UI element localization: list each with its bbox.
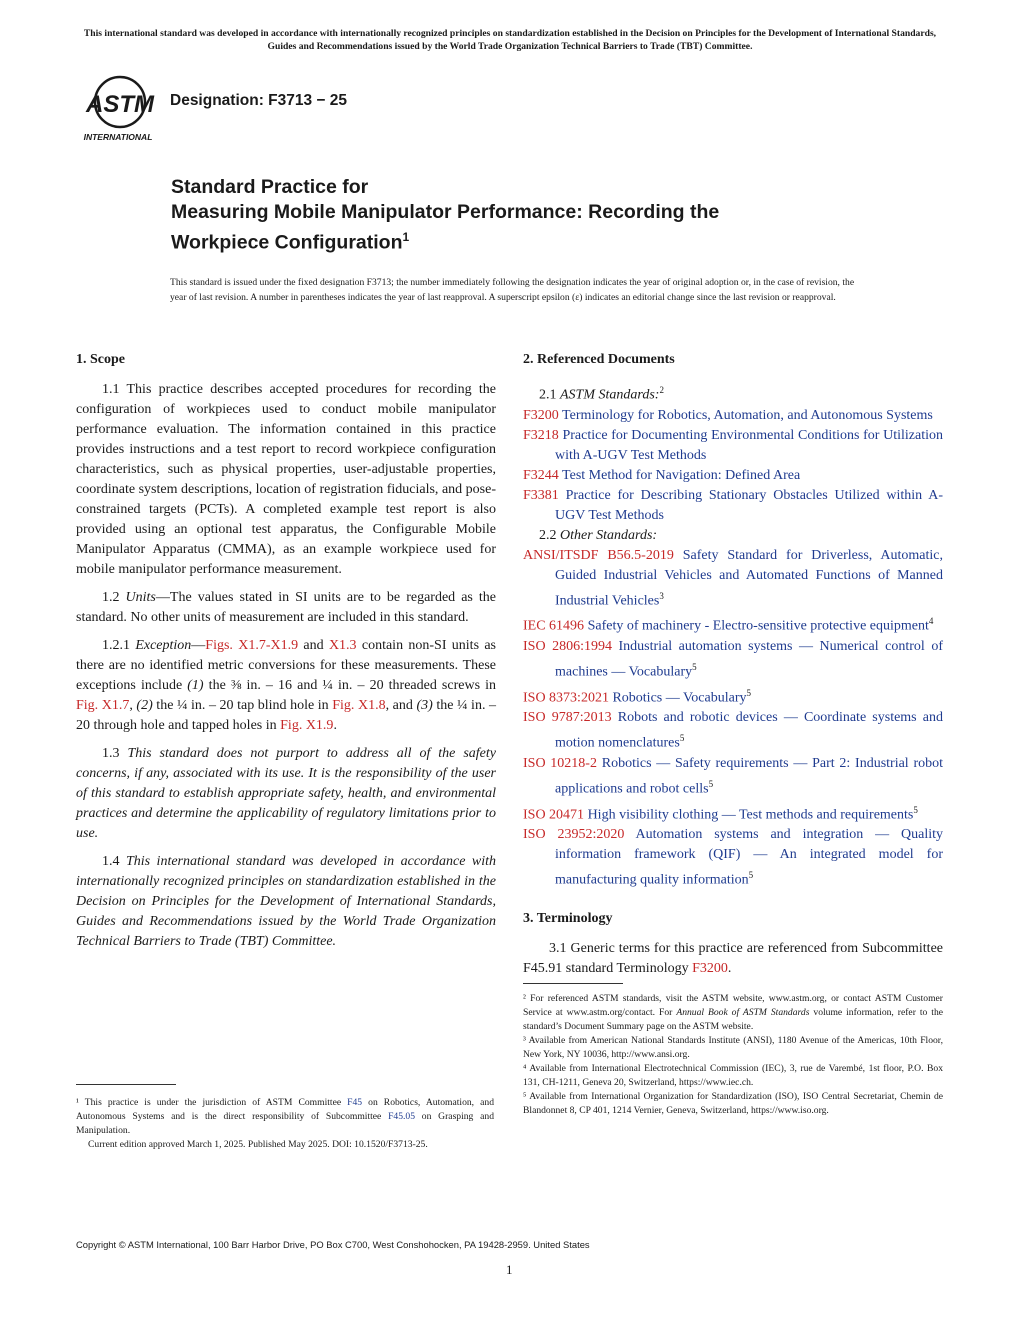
reference-code-link[interactable]: F3200 (523, 407, 559, 423)
reference-code-link[interactable]: ANSI/ITSDF B56.5-2019 (523, 547, 674, 563)
section-heading-scope: 1. Scope (76, 352, 125, 367)
link-fig-x1-9[interactable]: Fig. X1.9 (280, 718, 334, 733)
logo-letters: ASTM (86, 91, 154, 118)
paragraph-1-4: 1.4 This international standard was developed in accordance with internationally recognized principles on standardization established in the Decision on Principles for the Development of International Standards, Guides and Recommendations issued by the World Trade Organization Technical Barriers to Trade (TBT) Committee. (76, 854, 497, 949)
issue-note: This standard is issued under the fixed designation F3713; the number immediately following the designation indicates the year of original adoption or, in the case of revision, the year of last revision. A number in parentheses indicates the year of last reapproval. A superscript epsilon (ε) indicates an editorial change since the last revision or reapproval. (170, 277, 855, 303)
reference-title-link[interactable]: Industrial automation systems — Numerical control of machines — Vocabulary (555, 638, 943, 680)
title-line-3: Workpiece Configuration$^1$ (171, 230, 410, 254)
reference-footnote-ref[interactable]: 5 (748, 870, 754, 881)
reference-title-link[interactable]: Practice for Describing Stationary Obstacles Utilized within A-UGV Test Methods (555, 487, 943, 523)
reference-code-link[interactable]: ISO 20471 (523, 807, 585, 823)
reference-footnote-ref[interactable]: 5 (708, 778, 714, 789)
left-column (76, 350, 496, 960)
reference-title-link[interactable]: Automation systems and integration — Quality information framework (QIF) — An integrated model for manufacturing quality information (555, 827, 943, 888)
footnote-3: ³ Available from American National Standards Institute (ANSI), 1180 Avenue of the Americas, 10th Floor, New York, NY 10036, http://www.ansi.org. (523, 1035, 943, 1060)
footnote-4: ⁴ Available from International Electrotechnical Commission (IEC), 3, rue de Varembé, 1st floor, P.O. Box 131, CH-1211, Geneva 20, Switzerland, https://www.iec.ch. (523, 1063, 943, 1088)
reference-title-link[interactable]: Robotics — Safety requirements — Part 2: Industrial robot applications and robot cells (555, 755, 943, 797)
logo-subtitle: INTERNATIONAL (83, 132, 153, 142)
subsection-astm-standards: 2.1 ASTM Standards:$^2$ (539, 385, 664, 403)
reference-code-link[interactable]: ISO 9787:2013 (523, 710, 612, 726)
reference-title-link[interactable]: Practice for Documenting Environmental Conditions for Utilization with A-UGV Test Methods (555, 427, 943, 463)
reference-code-link[interactable]: ISO 2806:1994 (523, 638, 612, 654)
reference-title-link[interactable]: Terminology for Robotics, Automation, and Autonomous Systems (558, 407, 933, 423)
other-standards-list (523, 546, 943, 891)
reference-item (523, 486, 943, 526)
reference-title-link[interactable]: Safety Standard for Driverless, Automatic, Guided Industrial Vehicles and Automated Functions of Manned Industrial Vehicles (555, 547, 943, 609)
reference-footnote-ref[interactable]: 5 (746, 687, 751, 698)
top-notice: This international standard was developed in accordance with internationally recognized principles on standardization established in the Decision on Principles for the Development of International Standards, Guides and Recommendations issued by the World Trade Organization Technical Barriers to Trade (TBT) Committee. (83, 28, 937, 52)
right-column (523, 350, 943, 987)
designation: Designation: F3713 − 25 (170, 92, 348, 109)
reference-item (523, 800, 943, 826)
link-x1-3[interactable]: X1.3 (328, 638, 357, 653)
reference-footnote-ref[interactable]: 4 (928, 616, 934, 627)
footnotes-right (523, 992, 943, 1118)
reference-item (523, 637, 943, 683)
reference-item (523, 466, 943, 486)
reference-item (523, 754, 943, 800)
reference-title-link[interactable]: Test Method for Navigation: Defined Area (558, 467, 801, 483)
astm-logo-icon (78, 74, 158, 144)
paragraph-1-2: 1.2 Units—The values stated in SI units are to be regarded as the standard. No other units of measurement are included in this standard. (76, 590, 496, 625)
reference-title-link[interactable]: High visibility clothing — Test methods and requirements (584, 807, 914, 823)
link-figs-x1-7-x1-9[interactable]: Figs. X1.7-X1.9 (205, 638, 299, 653)
reference-item (523, 708, 943, 754)
reference-item (523, 825, 943, 891)
reference-item (523, 406, 943, 426)
reference-footnote-ref[interactable]: 5 (679, 733, 685, 744)
subsection-other-standards: 2.2 Other Standards: (539, 527, 658, 543)
reference-code-link[interactable]: ISO 23952:2020 (523, 827, 625, 843)
reference-code-link[interactable]: IEC 61496 (523, 618, 585, 634)
copyright-footer: Copyright © ASTM International, 100 Barr Harbor Drive, PO Box C700, West Conshohocken, PA 19428-2959. United States (76, 1239, 590, 1250)
link-fig-x1-8[interactable]: Fig. X1.8 (332, 698, 386, 713)
paragraph-1-3: 1.3 This standard does not purport to address all of the safety concerns, if any, associated with its use. It is the responsibility of the user of this standard to establish appropriate safety, health, and environmental practices and determine the applicability of regulatory limitations prior to use. (76, 746, 496, 841)
reference-item (523, 426, 943, 466)
reference-code-link[interactable]: ISO 10218-2 (523, 755, 597, 771)
paragraph-3-1: 3.1 Generic terms for this practice are referenced from Subcommittee F45.91 standard Terminology F3200. (523, 940, 943, 976)
reference-code-link[interactable]: ISO 8373:2021 (523, 690, 609, 706)
title-line-2: Measuring Mobile Manipulator Performance: Recording the (171, 201, 720, 223)
footnote-5: ⁵ Available from International Organization for Standardization (ISO), ISO Central Secretariat, Chemin de Blandonnet 8, CP 401, 1214 Vernier, Geneva, Switzerland, https://www.iso.org. (523, 1091, 943, 1116)
paragraph-1-2-1: 1.2.1 Exception—Figs. X1.7-X1.9 and X1.3 contain non-SI units as there are no identified metric conversions for these measurements. These exceptions include (1) the ⅜ in. – 16 and ¼ in. – 20 threaded screws in Fig. X1.7, (2) the ¼ in. – 20 tap blind hole in Fig. X1.8, and (3) the ¼ in. – 20 through hole and tapped holes in Fig. X1.9. (76, 638, 497, 733)
astm-logo (78, 74, 158, 144)
reference-footnote-ref[interactable]: 3 (659, 590, 664, 601)
paragraph-1-1: 1.1 This practice describes accepted procedures for recording the configuration of workpieces used to conduct mobile manipulator performance evaluation. The information contained in this practice provides instructions and a test report to record workpiece configuration characteristics, such as physical properties, user-adjustable properties, coordinate system descriptions, location of registration fiducials, and pose-constrained targets (PCTs). A completed example test report is also provided using an optional test apparatus, the Configurable Mobile Manipulator Apparatus (CMMA), as an example workpiece used for mobile manipulator performance measurement. (76, 382, 496, 577)
reference-code-link[interactable]: F3381 (523, 487, 559, 503)
reference-item (523, 611, 943, 637)
reference-title-link[interactable]: Robotics — Vocabulary (608, 690, 747, 706)
footnote-2: ² For referenced ASTM standards, visit the ASTM website, www.astm.org, or contact ASTM Customer Service at www.astm.org/contact. For Annual Book of ASTM Standards volume information, refer to the standard’s Document Summary page on the ASTM website. (523, 993, 943, 1032)
reference-footnote-ref[interactable]: 5 (692, 661, 697, 672)
section-heading-terminology: 3. Terminology (523, 910, 613, 926)
page-number: 1 (506, 1262, 513, 1277)
reference-item (523, 546, 943, 612)
reference-footnote-ref[interactable]: 5 (913, 804, 918, 815)
footnote-rule-right (523, 983, 623, 984)
reference-code-link[interactable]: F3244 (523, 467, 559, 483)
footnote-1: ¹ This practice is under the jurisdiction of ASTM Committee F45 on Robotics, Automation, and Autonomous Systems and is the direct responsibility of Subcommittee F45.05 on Grasping and Manipulation. Current edition approved March 1, 2025. Published May 2025. DOI: 10.1520/F3713-25. (76, 1097, 494, 1150)
link-fig-x1-7[interactable]: Fig. X1.7 (76, 698, 130, 713)
section-heading-referenced-documents: 2. Referenced Documents (523, 352, 675, 367)
link-f3200-terminology[interactable]: F3200 (692, 960, 728, 976)
title-footnote-ref[interactable]: 1 (402, 230, 410, 244)
reference-title-link[interactable]: Safety of machinery - Electro-sensitive protective equipment (584, 618, 929, 634)
reference-code-link[interactable]: F3218 (523, 427, 559, 443)
reference-item (523, 683, 943, 709)
footnote-rule-left (76, 1084, 176, 1085)
reference-title-link[interactable]: Robots and robotic devices — Coordinate systems and motion nomenclatures (555, 710, 943, 751)
document-title (171, 175, 931, 256)
link-committee-f45[interactable]: F45 (347, 1097, 363, 1108)
title-line-1: Standard Practice for (171, 176, 369, 198)
astm-standards-list (523, 406, 943, 526)
link-subcommittee-f45-05[interactable]: F45.05 (388, 1111, 416, 1122)
